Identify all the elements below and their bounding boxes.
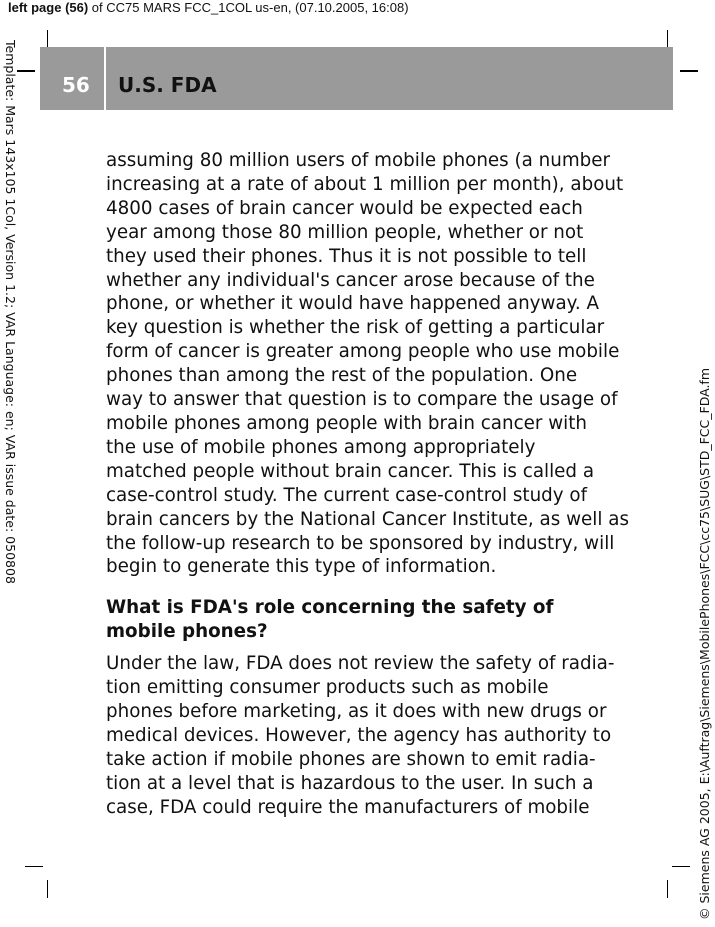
page-number: 56 [62,73,90,97]
text-line: year among those 80 million people, whether or not [106,221,584,243]
chapter-header-band [40,47,673,110]
text-line: assuming 80 million users of mobile phones (a number [106,150,611,171]
crop-mark [47,30,48,48]
text-line: phones before marketing, as it does with new drugs or [106,700,607,722]
text-line: take action if mobile phones are shown to emit radia- [106,748,596,770]
text-line: the use of mobile phones among appropriately [106,436,536,458]
text-line: form of cancer is greater among people who use mobile [106,341,620,363]
section-heading [106,596,606,644]
crop-mark [667,30,668,48]
print-header [8,0,409,15]
crop-mark [25,866,43,867]
text-line: begin to generate this type of information. [106,556,497,578]
text-line: medical devices. However, the agency has authority to [106,724,612,746]
text-line: tion emitting consumer products such as mobile [106,677,549,699]
chapter-title: U.S. FDA [118,73,217,97]
text-line: phone, or whether it would have happened anyway. A [106,293,599,315]
text-line: brain cancers by the National Cancer Institute, as well as [106,508,629,530]
text-line: the follow-up research to be sponsored by industry, will [106,532,615,554]
text-line: mobile phones? [106,621,268,643]
doc-ref: of CC75 MARS FCC_1COL us-en, (07.10.2005, 16:08) [88,0,409,15]
text-line: whether any individual's cancer arose because of the [106,269,595,291]
body-text [106,149,629,819]
text-line: way to answer that question is to compare the usage of [106,389,618,411]
text-line: they used their phones. Thus it is not possible to tell [106,245,587,267]
crop-mark [672,866,690,867]
text-line: case, FDA could require the manufacturers of mobile [106,796,590,818]
text-line: phones than among the rest of the population. One [106,365,578,387]
copyright-path: © Siemens AG 2005, E:\Auftrag\Siemens\MobilePhones\FCC\cc75\SUG\STD_FCC_FDA.fm [697,368,712,920]
text-line: case-control study. The current case-control study of [106,484,588,506]
text-line: tion at a level that is hazardous to the user. In such a [106,772,594,794]
template-info: Template: Mars 143x105 1Col, Version 1.2; VAR Language: en; VAR issue date: 050808 [3,40,18,584]
divider [104,47,106,110]
text-line: matched people without brain cancer. This is called a [106,460,595,482]
paragraph-2 [106,652,615,819]
text-line: mobile phones among people with brain cancer with [106,412,587,434]
text-line: Under the law, FDA does not review the safety of radia- [106,653,615,675]
text-line: increasing at a rate of about 1 million per month), about [106,173,624,195]
page-ref: left page (56) [8,0,89,15]
text-line: 4800 cases of brain cancer would be expected each [106,197,583,219]
text-line: key question is whether the risk of getting a particular [106,317,605,339]
crop-mark [680,70,698,72]
crop-mark [667,880,668,898]
paragraph-1 [106,149,629,579]
crop-mark [47,880,48,898]
text-line: What is FDA's role concerning the safety of [106,597,554,619]
crop-mark [17,70,35,72]
